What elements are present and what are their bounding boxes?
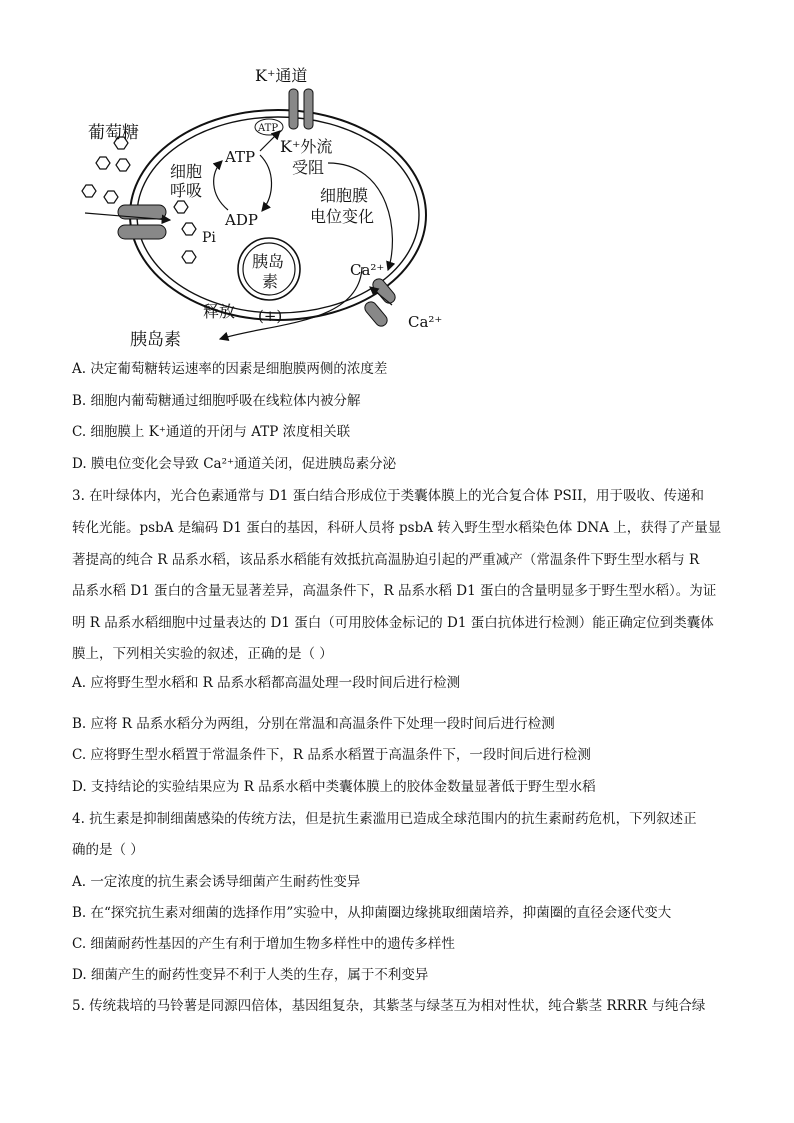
- insulin-vesicle-label-2: 素: [262, 272, 279, 291]
- q4-option-c: C. 细菌耐药性基因的产生有利于增加生物多样性中的遗传多样性: [72, 936, 455, 952]
- q3-option-b: B. 应将 R 品系水稻分为两组，分别在常温和高温条件下处理一段时间后进行检测: [72, 716, 555, 732]
- adp-to-atp-arrow: [214, 161, 228, 210]
- glucose-label: 葡萄糖: [88, 123, 139, 143]
- q4-stem-1: 4. 抗生素是抑制细菌感染的传统方法，但是抗生素滥用已造成全球范围内的抗生素耐药危机，下列叙述正: [72, 811, 697, 827]
- q2-option-d: D. 膜电位变化会导致 Ca²⁺通道关闭，促进胰岛素分泌: [72, 456, 397, 472]
- membrane-label-1: 细胞膜: [320, 186, 369, 205]
- q4-option-b: B. 在“探究抗生素对细菌的选择作用”实验中，从抑菌圈边缘挑取细菌培养，抑菌圈的直径会逐代变大: [72, 905, 672, 921]
- q3-stem-4: 品系水稻 D1 蛋白的含量无显著差异，高温条件下，R 品系水稻 D1 蛋白的含量明显多于野生型水稻）。为证: [72, 583, 717, 599]
- q4-stem-2: 确的是（ ）: [72, 842, 144, 858]
- k-efflux-label-2: 受阻: [292, 158, 325, 177]
- pi-label: Pi: [202, 230, 216, 246]
- insulin-vesicle-label-1: 胰岛: [252, 252, 285, 271]
- insulin-out-label: 胰岛素: [130, 330, 181, 350]
- q3-option-c: C. 应将野生型水稻置于常温条件下，R 品系水稻置于高温条件下，一段时间后进行检测: [72, 747, 591, 763]
- atp-to-adp-arrow: [260, 155, 272, 211]
- q3-stem-3: 著提高的纯合 R 品系水稻，该品系水稻能有效抵抗高温胁迫引起的严重减产（常温条件下野生型水稻与 R: [72, 552, 700, 568]
- ca-channel-icon: [362, 276, 397, 328]
- membrane-label-2: 电位变化: [310, 207, 375, 226]
- atp-label: ATP: [225, 148, 256, 166]
- ca-inside-label: Ca²⁺: [350, 261, 385, 279]
- k-channel-label: K⁺通道: [255, 66, 308, 85]
- respiration-label-1: 细胞: [170, 162, 203, 181]
- q2-option-c: C. 细胞膜上 K⁺通道的开闭与 ATP 浓度相关联: [72, 424, 351, 440]
- k-efflux-label-1: K⁺外流: [280, 137, 333, 156]
- q4-option-a: A. 一定浓度的抗生素会诱导细菌产生耐药性变异: [72, 874, 361, 890]
- q3-stem-1: 3. 在叶绿体内，光合色素通常与 D1 蛋白结合形成位于类囊体膜上的光合复合体 PSII，用于吸收、传递和: [72, 488, 704, 504]
- q2-option-b: B. 细胞内葡萄糖通过细胞呼吸在线粒体内被分解: [72, 393, 361, 409]
- q3-option-d: D. 支持结论的实验结果应为 R 品系水稻中类囊体膜上的胶体金数量显著低于野生型水稻: [72, 779, 596, 795]
- respiration-label-2: 呼吸: [170, 181, 203, 200]
- q3-stem-6: 膜上，下列相关实验的叙述，正确的是（ ）: [72, 646, 333, 662]
- k-channel-icon: [289, 89, 313, 129]
- q3-stem-2: 转化光能。psbA 是编码 D1 蛋白的基因，科研人员将 psbA 转入野生型水稻染色体 DNA 上，获得了产量显: [72, 520, 722, 536]
- insulin-secretion-diagram: [70, 55, 470, 355]
- release-label: 释放: [203, 302, 236, 321]
- q3-stem-5: 明 R 品系水稻细胞中过量表达的 D1 蛋白（可用胶体金标记的 D1 蛋白抗体进行检测）能正确定位到类囊体: [72, 615, 714, 631]
- adp-label: ADP: [225, 211, 258, 229]
- q5-stem-1: 5. 传统栽培的马铃薯是同源四倍体，基因组复杂，其紫茎与绿茎互为相对性状，纯合紫茎 RRRR 与纯合绿: [72, 998, 706, 1014]
- q4-option-d: D. 细菌产生的耐药性变异不利于人类的生存，属于不利变异: [72, 967, 429, 983]
- ca-outside-label: Ca²⁺: [408, 313, 443, 331]
- q3-option-a: A. 应将野生型水稻和 R 品系水稻都高温处理一段时间后进行检测: [72, 675, 461, 691]
- atp-bound-label: ATP: [258, 123, 279, 134]
- promote-sign: (+): [258, 307, 283, 325]
- glucose-transporter-icon: [118, 205, 166, 239]
- q2-option-a: A. 决定葡萄糖转运速率的因素是细胞膜两侧的浓度差: [72, 361, 388, 377]
